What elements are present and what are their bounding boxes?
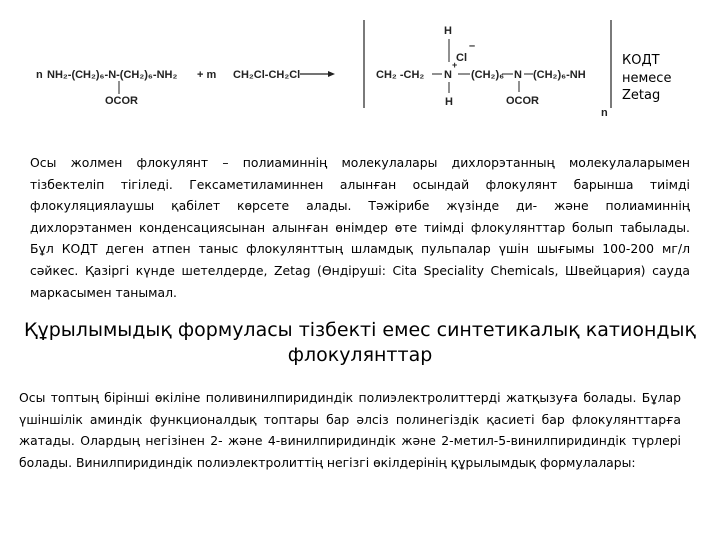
reactant-count-n: n bbox=[36, 69, 43, 81]
paragraph-1: Осы жолмен флокулянт – полиаминнің молекулалары дихлорэтанның молекулаларымен тізбектеліп тігіледі. Гексаметиламиннен алынған осындай флокулянт барынша тиімді флокуляциялаушы қабілет көрсете алады. Тәжірибе жүзінде ди- және полиаминнің дихлорэтанмен конденсациясынан алынған өнімдер өте тиімді флокулянттар болып табылады. Бұл КОДТ деген атпен таныс флокулянттың шламдық пульпалар үшін шығымы 100-200 мг/л сәйкес. Қазіргі күнде шетелдерде, Zetag (Өндіруші: Cita Speciality Chemicals, Швейцария) сауда маркасымен танымал. bbox=[30, 155, 690, 300]
paragraph-2: Осы топтың бірінші өкіліне поливинилпиридиндік полиэлектролиттерді жатқызуға болады. Бұлар үшіншілік аминдік функционалдық топтары бар әлсіз полинегіздік қасиеті бар флокулянттарға жатады. Олардың негізінен 2- және 4-винилпиридиндік және 2-метил-5-винилпиридиндік түрлері болады. Винилпиридиндік полиэлектролиттің негізгі өкілдерінің құрылымдық формулалары: bbox=[19, 390, 681, 470]
product-plus-charge: + bbox=[452, 60, 458, 70]
product-name-label bbox=[622, 52, 671, 105]
label-line-zetag: Zetag bbox=[622, 88, 661, 103]
product-minus: – bbox=[469, 40, 476, 52]
product-n-center: N bbox=[444, 69, 452, 81]
label-line-kodt: КОДТ bbox=[622, 53, 660, 68]
label-line-nemese: немесе bbox=[622, 70, 672, 86]
reactant-1-substituent: OCOR bbox=[105, 95, 138, 107]
reactant-1-chain: NH₂-(CH₂)₆-N-(CH₂)₆-NH₂ bbox=[47, 69, 178, 81]
product-right-group: (CH₂)₆-NH bbox=[533, 69, 586, 81]
product-h-bottom: H bbox=[445, 96, 453, 108]
arrow-head bbox=[328, 71, 335, 77]
plus-m: + m bbox=[197, 69, 217, 81]
reaction-scheme bbox=[0, 0, 720, 125]
reactant-2: CH₂Cl-CH₂Cl bbox=[233, 69, 301, 81]
section-heading: Құрылымыдық формуласы тізбекті емес синтетикалық катиондық флокулянттар bbox=[24, 319, 696, 366]
product-n-right: N bbox=[514, 69, 522, 81]
product-middle-group: (CH₂)₆ bbox=[471, 69, 505, 81]
product-substituent: OCOR bbox=[506, 95, 539, 107]
product-h-top: H bbox=[444, 25, 452, 37]
product-left-group: CH₂ -CH₂ bbox=[376, 69, 425, 81]
product-cl: Cl bbox=[456, 52, 467, 64]
product-subscript-n: n bbox=[601, 107, 608, 119]
